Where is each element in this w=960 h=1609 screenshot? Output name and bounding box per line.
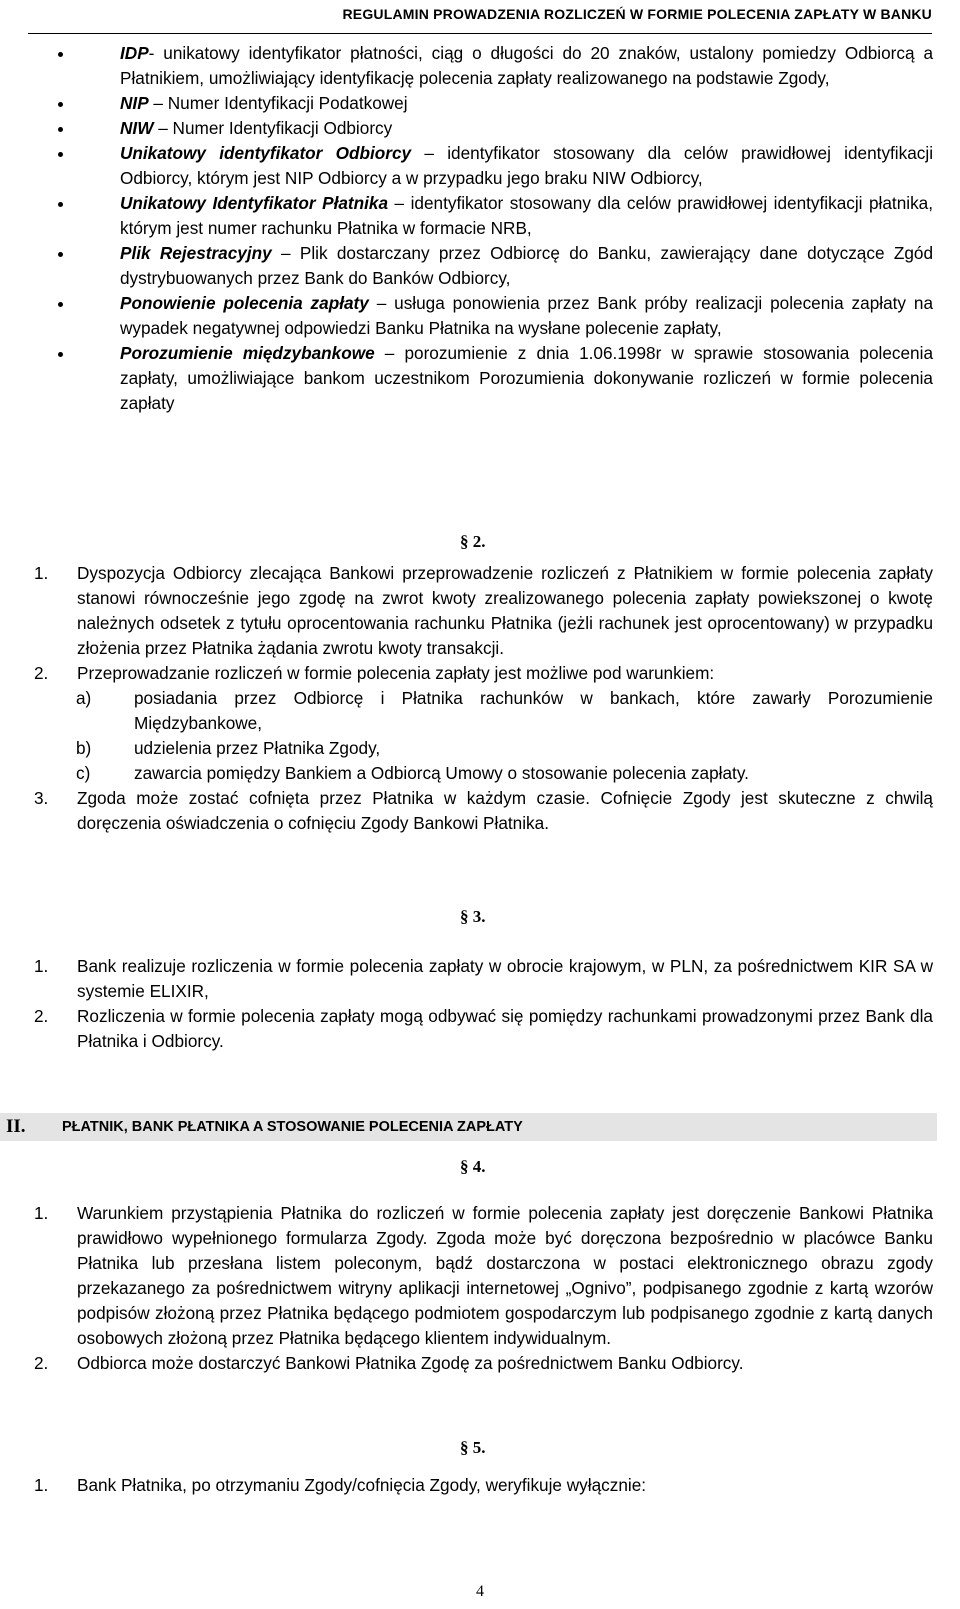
conditions-list bbox=[34, 686, 933, 786]
section-4-list bbox=[34, 1201, 933, 1376]
bullet-icon bbox=[58, 302, 63, 307]
chapter-banner bbox=[0, 1113, 937, 1141]
definition-text: Plik dostarczany przez Odbiorcę do Banku, zawierający dane dotyczące Zgód dystrybuowanych przez Bank do Banków Odbiorcy, bbox=[120, 243, 933, 288]
definition-item: Porozumienie międzybankowe – porozumienie z dnia 1.06.1998r w sprawie stosowania polecenia zapłaty, umożliwiające bankom uczestnikom Porozumienia dokonywanie rozliczeń w formie polecenia zapłaty bbox=[58, 341, 933, 416]
page-number: 4 bbox=[476, 1583, 484, 1600]
bullet-icon bbox=[58, 152, 63, 157]
section-5-list bbox=[34, 1473, 933, 1498]
list-item: 3. Zgoda może zostać cofnięta przez Płatnika w każdym czasie. Cofnięcie Zgody jest skuteczne z chwilą doręczenia oświadczenia o cofnięciu Zgody Bankowi Płatnika. bbox=[34, 788, 933, 833]
definition-term: Ponowienie polecenia zapłaty bbox=[120, 293, 369, 313]
definition-item: IDP- unikatowy identyfikator płatności, ciąg o długości do 20 znaków, ustalony pomiedzy Odbiorcą a Płatnikiem, umożliwiający identyfikację polecenia zapłaty realizowanego na podstawie Zgody, bbox=[58, 41, 933, 91]
list-item: 1. Bank Płatnika, po otrzymaniu Zgody/cofnięcia Zgody, weryfikuje wyłącznie: bbox=[34, 1475, 647, 1495]
definition-text: unikatowy identyfikator płatności, ciąg o długości do 20 znaków, ustalony pomiedzy Odbiorcą a Płatnikiem, umożliwiający identyfikację polecenia zapłaty realizowanego na podstawie Zgody, bbox=[120, 43, 934, 88]
definition-text: identyfikator stosowany dla celów prawidłowej identyfikacji płatnika, którym jest numer rachunku Płatnika w formacie NRB, bbox=[120, 193, 933, 238]
section-heading: § 5. bbox=[460, 1438, 486, 1457]
bullet-icon bbox=[58, 252, 63, 257]
header-rule bbox=[28, 33, 932, 34]
bullet-icon bbox=[58, 52, 63, 57]
definition-item: Ponowienie polecenia zapłaty – usługa ponowienia przez Bank próby realizacji polecenia zapłaty na wypadek negatywnej odpowiedzi Banku Płatnika na wysłane polecenie zapłaty, bbox=[58, 291, 933, 341]
section-heading: § 3. bbox=[460, 907, 486, 926]
definition-item: Plik Rejestracyjny – Plik dostarczany przez Odbiorcę do Banku, zawierający dane dotyczące Zgód dystrybuowanych przez Bank do Banków Odbiorcy, bbox=[58, 241, 933, 291]
definitions-list bbox=[58, 41, 933, 416]
definition-text: identyfikator stosowany dla celów prawidłowej identyfikacji Odbiorcy, którym jest NIP Odbiorcy a w przypadku jego braku NIW Odbiorcy, bbox=[120, 143, 934, 188]
definition-term: Porozumienie międzybankowe bbox=[120, 343, 375, 363]
definition-term: Unikatowy Identyfikator Płatnika bbox=[120, 193, 389, 213]
definition-term: Unikatowy identyfikator Odbiorcy bbox=[120, 143, 412, 163]
bullet-icon bbox=[58, 127, 63, 132]
definition-item: NIP – Numer Identyfikacji Podatkowej bbox=[58, 91, 933, 116]
definition-term: NIP bbox=[120, 93, 149, 113]
list-item: 2. Odbiorca może dostarczyć Bankowi Płatnika Zgodę za pośrednictwem Banku Odbiorcy. bbox=[34, 1353, 744, 1373]
section-heading: § 4. bbox=[460, 1157, 486, 1176]
definition-term: IDP bbox=[120, 43, 149, 63]
definition-text: usługa ponowienia przez Bank próby realizacji polecenia zapłaty na wypadek negatywnej odpowiedzi Banku Płatnika na wysłane polecenie zapłaty, bbox=[120, 293, 934, 338]
list-item: 1. Warunkiem przystąpienia Płatnika do rozliczeń w formie polecenia zapłaty jest doręczenie Bankowi Płatnika prawidłowo wypełnionego formularza Zgody. Zgoda może być doręczona bezpośrednio w placówce Banku Płatnika lub przesłana listem poleconym, bądź dostarczona w postaci elektronicznego obrazu zgody przekazanego za pośrednictwem witryny aplikacji internetowej „Ognivo”, podpisanego zgodnie z kartą wzorów podpisów złożoną przez Płatnika będącego podmiotem gospodarczym lub podpisanego zgodnie z kartą danych osobowych złożoną przez Płatnika będącego klientem indywidualnym. bbox=[34, 1203, 933, 1348]
bullet-icon bbox=[58, 352, 63, 357]
definition-term: NIW bbox=[120, 118, 154, 138]
definition-term: Plik Rejestracyjny bbox=[120, 243, 272, 263]
list-item: 2. Przeprowadzanie rozliczeń w formie polecenia zapłaty jest możliwe pod warunkiem: a) posiadania przez Odbiorcę i Płatnika rachunków w bankach, które zawarły Porozumienie Międzybankowe, b) udzielenia przez Płatnika Zgody, c) zawarcia pomiędzy Bankiem a Odbiorcą Umowy o stosowanie polecenia zapłaty. bbox=[34, 661, 933, 786]
header-title: REGULAMIN PROWADZENIA ROZLICZEŃ W FORMIE POLECENIA ZAPŁATY W BANKU bbox=[342, 6, 932, 22]
definition-text: Numer Identyfikacji Podatkowej bbox=[167, 93, 408, 113]
bullet-icon bbox=[58, 202, 63, 207]
definition-item: Unikatowy identyfikator Odbiorcy – identyfikator stosowany dla celów prawidłowej identyfikacji Odbiorcy, którym jest NIP Odbiorcy a w przypadku jego braku NIW Odbiorcy, bbox=[58, 141, 933, 191]
list-item: 2. Rozliczenia w formie polecenia zapłaty mogą odbywać się pomiędzy rachunkami prowadzonymi przez Bank dla Płatnika i Odbiorcy. bbox=[34, 1006, 933, 1051]
running-header bbox=[0, 6, 960, 34]
condition-item: a) posiadania przez Odbiorcę i Płatnika rachunków w bankach, które zawarły Porozumienie Międzybankowe, bbox=[76, 688, 933, 733]
section-heading: § 2. bbox=[460, 532, 486, 551]
section-2-list bbox=[34, 561, 933, 836]
definition-text: porozumienie z dnia 1.06.1998r w sprawie stosowania polecenia zapłaty, umożliwiające bankom uczestnikom Porozumienia dokonywanie rozliczeń w formie polecenia zapłaty bbox=[120, 343, 933, 413]
chapter-number: II. bbox=[6, 1116, 26, 1137]
definition-text: Numer Identyfikacji Odbiorcy bbox=[172, 118, 393, 138]
condition-item: b) udzielenia przez Płatnika Zgody, bbox=[76, 738, 381, 758]
section-3-list bbox=[34, 954, 933, 1054]
list-item: 1. Dyspozycja Odbiorcy zlecająca Bankowi przeprowadzenie rozliczeń z Płatnikiem w formie polecenia zapłaty stanowi równocześnie jego zgodę na zwrot kwoty zrealizowanego polecenia zapłaty powiekszonej o kwotę należnych odsetek z tytułu oprocentowania rachunku Płatnika (jeżli rachunek jest oprocentowany) w przypadku złożenia przez Płatnika żądania zwrotu kwoty transakcji. bbox=[34, 563, 933, 658]
definition-item: NIW – Numer Identyfikacji Odbiorcy bbox=[58, 116, 933, 141]
definition-item: Unikatowy Identyfikator Płatnika – identyfikator stosowany dla celów prawidłowej identyfikacji płatnika, którym jest numer rachunku Płatnika w formacie NRB, bbox=[58, 191, 933, 241]
bullet-icon bbox=[58, 102, 63, 107]
condition-item: c) zawarcia pomiędzy Bankiem a Odbiorcą Umowy o stosowanie polecenia zapłaty. bbox=[76, 763, 749, 783]
chapter-title: PŁATNIK, BANK PŁATNIKA A STOSOWANIE POLECENIA ZAPŁATY bbox=[62, 1119, 523, 1135]
list-item: 1. Bank realizuje rozliczenia w formie polecenia zapłaty w obrocie krajowym, w PLN, za pośrednictwem KIR SA w systemie ELIXIR, bbox=[34, 956, 933, 1001]
